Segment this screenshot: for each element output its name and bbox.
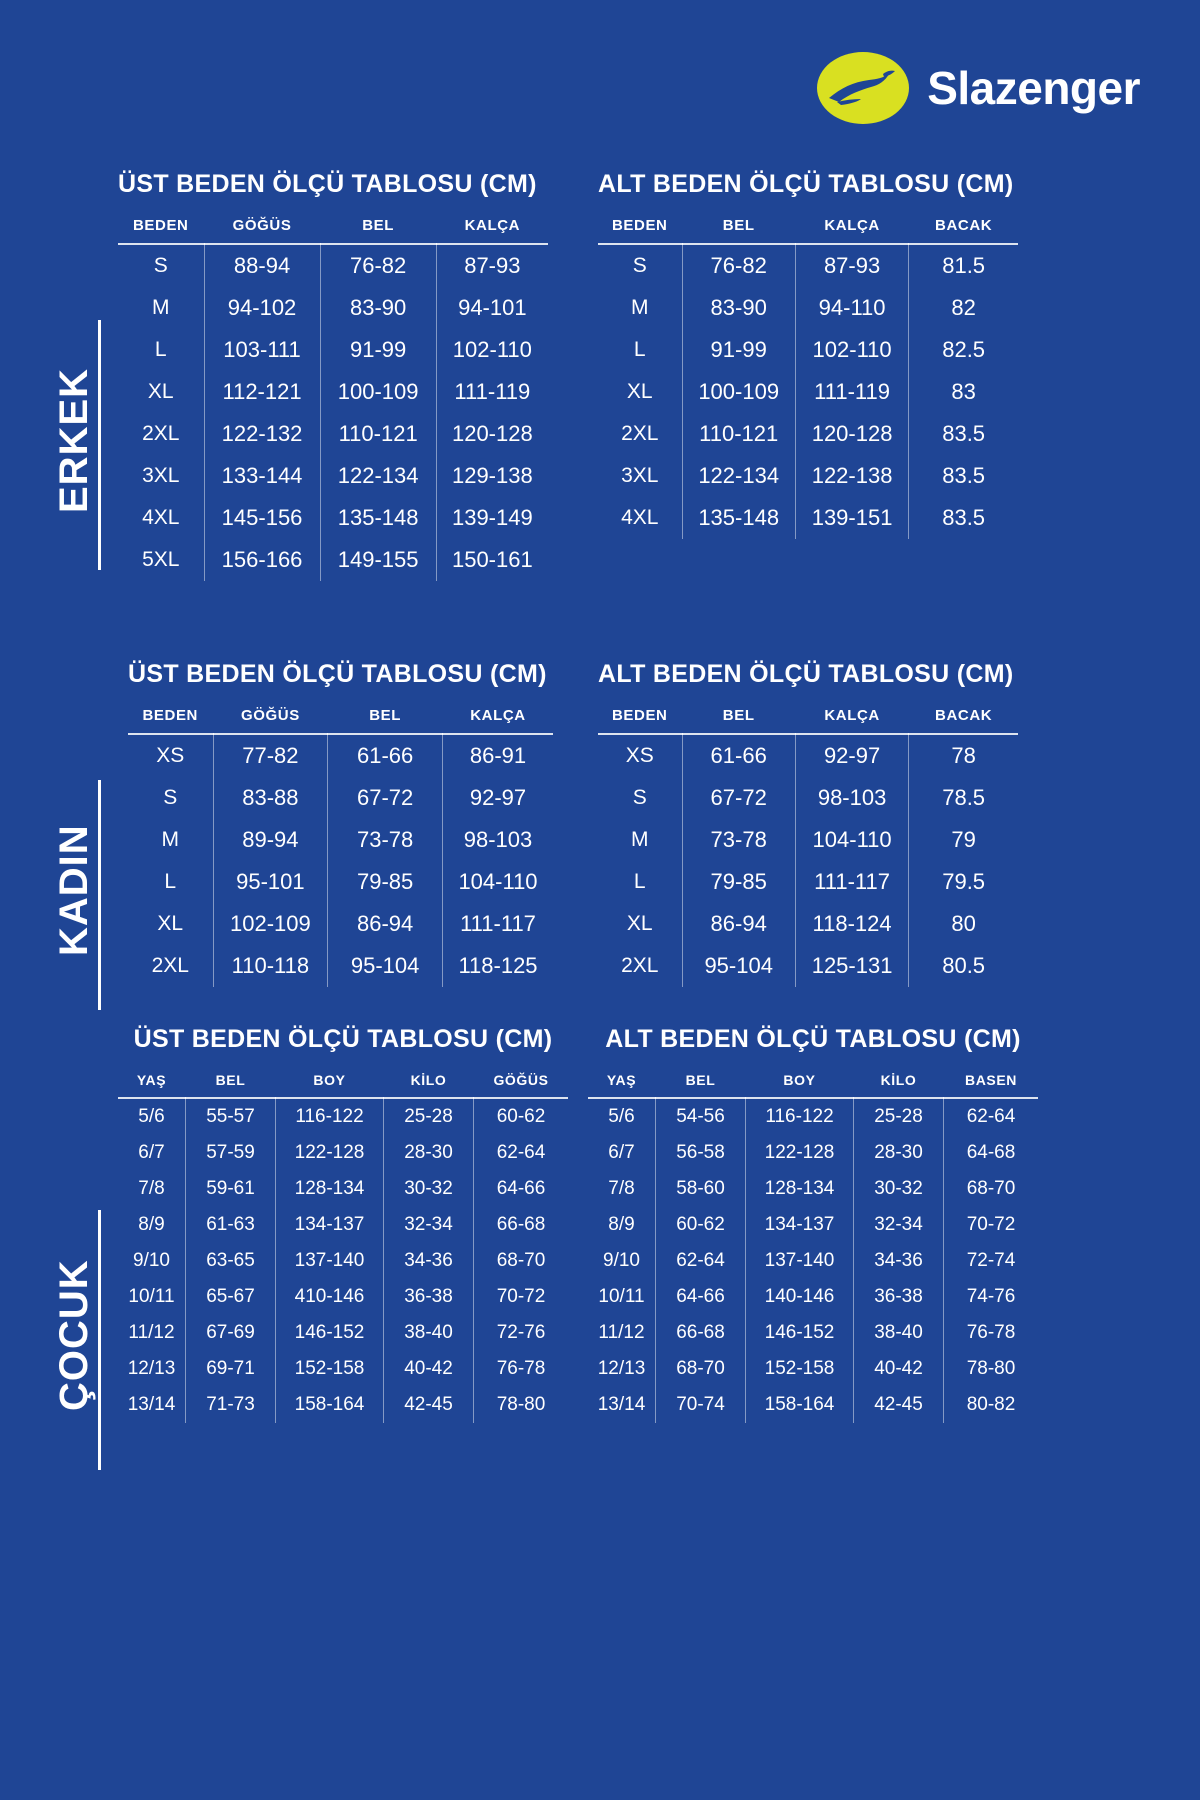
cell-age: 7/8 [138,1178,165,1199]
cell-value: 83.5 [909,455,1018,497]
cell-value: 98-103 [795,777,908,819]
column-header: GÖĞÜS [240,707,300,724]
cell-value: 78.5 [909,777,1018,819]
cell-size: S [632,254,647,277]
cell-value: 156-166 [204,539,320,581]
cell-value: 92-97 [795,734,908,777]
cell-value: 118-124 [795,903,908,945]
table-row [598,497,1018,539]
cell-value: 72-76 [474,1315,569,1351]
cell-value: 32-34 [854,1207,944,1243]
table-row [598,455,1018,497]
cell-age: 6/7 [608,1142,635,1163]
cell-value: 87-93 [436,244,548,287]
cell-size: 2XL [142,422,180,445]
column-header: BASEN [964,1072,1017,1088]
cell-value: 30-32 [384,1171,474,1207]
cell-value: 63-65 [186,1243,276,1279]
table-row [588,1135,1038,1171]
table-row [598,819,1018,861]
cell-value: 125-131 [795,945,908,987]
cell-value: 158-164 [276,1387,384,1423]
section-label-kadin: KADIN [52,824,96,956]
cell-value: 58-60 [656,1171,746,1207]
cell-age: 13/14 [127,1394,176,1415]
cell-value: 64-66 [656,1279,746,1315]
cell-value: 34-36 [384,1243,474,1279]
cell-value: 54-56 [656,1098,746,1135]
cell-value: 112-121 [204,371,320,413]
column-header: BEDEN [611,217,668,234]
cell-age: 12/13 [127,1358,176,1379]
slazenger-panther-icon [817,52,909,124]
cell-value: 91-99 [320,329,436,371]
cell-value: 25-28 [854,1098,944,1135]
table-header-row [118,1072,568,1098]
cell-value: 102-110 [795,329,908,371]
column-header: BEDEN [132,217,189,234]
column-header: BEL [215,1072,246,1088]
cell-value: 42-45 [854,1387,944,1423]
table-row [118,371,548,413]
table-row [588,1207,1038,1243]
cell-value: 120-128 [436,413,548,455]
brand-name: Slazenger [927,62,1140,114]
cell-value: 28-30 [384,1135,474,1171]
cell-value: 78-80 [474,1387,569,1423]
cell-value: 146-152 [276,1315,384,1351]
cell-value: 36-38 [384,1279,474,1315]
column-header: BEL [685,1072,716,1088]
cell-size: XL [147,380,174,403]
table-row [598,945,1018,987]
cell-value: 81.5 [909,244,1018,287]
cell-size: XS [625,744,654,767]
cell-size: L [633,870,646,893]
table-row [118,244,548,287]
cell-size: 3XL [142,464,180,487]
cell-size: L [633,338,646,361]
cell-value: 104-110 [795,819,908,861]
cell-value: 60-62 [656,1207,746,1243]
cell-value: 34-36 [854,1243,944,1279]
cell-size: 5XL [142,548,180,571]
cell-value: 111-117 [795,861,908,903]
cell-value: 32-34 [384,1207,474,1243]
cell-value: 88-94 [204,244,320,287]
cell-value: 76-82 [682,244,795,287]
table-cocuk-alt [588,1025,1038,1423]
cell-size: 2XL [621,954,659,977]
table-erkek-ust [118,170,548,581]
cell-age: 5/6 [608,1106,635,1127]
table-title: ALT BEDEN ÖLÇÜ TABLOSU (CM) [605,1025,1021,1053]
cell-value: 135-148 [682,497,795,539]
cell-value: 62-64 [656,1243,746,1279]
cell-value: 76-82 [320,244,436,287]
table-row [118,1243,568,1279]
cell-age: 9/10 [603,1250,640,1271]
cell-value: 79-85 [682,861,795,903]
cell-size: 2XL [621,422,659,445]
table-row [118,413,548,455]
cell-value: 82 [909,287,1018,329]
cell-value: 40-42 [384,1351,474,1387]
section-label-cocuk: ÇOCUK [52,1259,96,1411]
column-header: YAŞ [136,1072,167,1088]
table-row [598,244,1018,287]
cell-size: XL [626,380,653,403]
table-row [588,1171,1038,1207]
column-header: BOY [313,1072,346,1088]
cell-value: 66-68 [474,1207,569,1243]
section-rule-kadin [98,780,101,1010]
cell-value: 62-64 [474,1135,569,1171]
cell-value: 62-64 [944,1098,1039,1135]
cell-value: 145-156 [204,497,320,539]
cell-value: 94-102 [204,287,320,329]
cell-value: 122-128 [746,1135,854,1171]
column-header: KİLO [880,1072,917,1088]
column-header: BEDEN [611,707,668,724]
cell-value: 67-69 [186,1315,276,1351]
table-row [118,1171,568,1207]
cell-value: 139-149 [436,497,548,539]
cell-value: 71-73 [186,1387,276,1423]
cell-value: 40-42 [854,1351,944,1387]
cell-value: 111-119 [795,371,908,413]
cell-value: 120-128 [795,413,908,455]
cell-value: 42-45 [384,1387,474,1423]
table-cocuk-ust [118,1025,568,1423]
cell-value: 65-67 [186,1279,276,1315]
cell-value: 95-101 [213,861,328,903]
cell-age: 6/7 [138,1142,165,1163]
table-row [598,777,1018,819]
cell-size: L [154,338,167,361]
cell-size: 4XL [142,506,180,529]
cell-value: 94-101 [436,287,548,329]
cell-value: 87-93 [795,244,908,287]
cell-value: 94-110 [795,287,908,329]
cell-value: 67-72 [328,777,443,819]
table-row [118,1098,568,1135]
cell-value: 111-117 [443,903,554,945]
cell-value: 78 [909,734,1018,777]
cell-value: 134-137 [746,1207,854,1243]
column-header: BACAK [935,217,993,234]
column-header: KALÇA [464,217,521,234]
cell-age: 12/13 [597,1358,646,1379]
cell-value: 77-82 [213,734,328,777]
cell-size: XL [626,912,653,935]
table-erkek-alt [598,170,1018,539]
table-row [118,1315,568,1351]
table-row [598,903,1018,945]
cell-value: 30-32 [854,1171,944,1207]
table-kadin-ust [128,660,553,987]
cell-size: M [152,296,170,319]
table-header-row [598,707,1018,734]
cell-value: 128-134 [746,1171,854,1207]
cell-value: 59-61 [186,1171,276,1207]
cell-value: 410-146 [276,1279,384,1315]
cell-value: 73-78 [682,819,795,861]
table-header-row [588,1072,1038,1098]
table-row [588,1315,1038,1351]
cell-value: 86-94 [328,903,443,945]
cell-size: XS [156,744,185,767]
section-rule-cocuk [98,1210,101,1470]
column-header: GÖĞÜS [493,1072,549,1088]
table-row [588,1279,1038,1315]
cell-value: 104-110 [443,861,554,903]
cell-size: 2XL [151,954,189,977]
cell-value: 137-140 [276,1243,384,1279]
cell-age: 10/11 [598,1286,645,1307]
cell-value: 102-110 [436,329,548,371]
cell-value: 70-74 [656,1387,746,1423]
cell-value: 122-134 [682,455,795,497]
cell-value: 79.5 [909,861,1018,903]
column-header: GÖĞÜS [232,217,292,234]
cell-age: 7/8 [608,1178,635,1199]
table-row [588,1098,1038,1135]
cell-value: 64-66 [474,1171,569,1207]
column-header: KALÇA [470,707,526,724]
table-row [118,1135,568,1171]
cell-value: 61-66 [682,734,795,777]
cell-value: 83.5 [909,413,1018,455]
cell-value: 68-70 [474,1243,569,1279]
cell-value: 128-134 [276,1171,384,1207]
cell-value: 57-59 [186,1135,276,1171]
cell-value: 80 [909,903,1018,945]
table-row [588,1351,1038,1387]
table-row [128,819,553,861]
cell-size: M [161,828,179,851]
cell-value: 86-91 [443,734,554,777]
cell-value: 66-68 [656,1315,746,1351]
cell-value: 140-146 [746,1279,854,1315]
cell-value: 95-104 [328,945,443,987]
cell-value: 60-62 [474,1098,569,1135]
table-row [118,539,548,581]
cell-value: 25-28 [384,1098,474,1135]
cell-value: 146-152 [746,1315,854,1351]
cell-value: 56-58 [656,1135,746,1171]
table-row [598,329,1018,371]
cell-value: 118-125 [443,945,554,987]
cell-value: 133-144 [204,455,320,497]
table-row [598,734,1018,777]
cell-value: 103-111 [204,329,320,371]
table-row [588,1387,1038,1423]
cell-value: 110-121 [682,413,795,455]
cell-value: 70-72 [474,1279,569,1315]
table-row [118,455,548,497]
cell-value: 83-88 [213,777,328,819]
cell-size: 4XL [621,506,659,529]
column-header: YAŞ [606,1072,637,1088]
cell-value: 80-82 [944,1387,1039,1423]
cell-value: 76-78 [474,1351,569,1387]
column-header: BEL [722,707,755,724]
cell-value: 137-140 [746,1243,854,1279]
column-header: KİLO [410,1072,447,1088]
cell-value: 110-118 [213,945,328,987]
cell-size: S [632,786,647,809]
table-row [598,413,1018,455]
column-header: BEL [362,217,395,234]
cell-value: 149-155 [320,539,436,581]
table-kadin-alt [598,660,1018,987]
cell-size: S [163,786,178,809]
cell-age: 5/6 [138,1106,165,1127]
cell-value: 152-158 [746,1351,854,1387]
cell-age: 11/12 [598,1322,645,1343]
cell-value: 135-148 [320,497,436,539]
cell-value: 83.5 [909,497,1018,539]
cell-age: 13/14 [597,1394,646,1415]
cell-value: 100-109 [320,371,436,413]
cell-age: 11/12 [128,1322,175,1343]
cell-value: 79 [909,819,1018,861]
cell-value: 110-121 [320,413,436,455]
cell-value: 67-72 [682,777,795,819]
cell-age: 8/9 [608,1214,635,1235]
cell-age: 10/11 [128,1286,175,1307]
table-row [128,903,553,945]
brand-header [817,52,1140,124]
cell-value: 122-138 [795,455,908,497]
column-header: BACAK [935,707,993,724]
table-title: ÜST BEDEN ÖLÇÜ TABLOSU (CM) [128,660,547,688]
cell-value: 150-161 [436,539,548,581]
cell-value: 80.5 [909,945,1018,987]
table-row [128,945,553,987]
cell-value: 69-71 [186,1351,276,1387]
cell-value: 64-68 [944,1135,1039,1171]
table-row [118,497,548,539]
cell-value: 139-151 [795,497,908,539]
cell-value: 122-132 [204,413,320,455]
cell-value: 102-109 [213,903,328,945]
table-header-row [118,217,548,244]
column-header: BEL [722,217,755,234]
table-row [598,861,1018,903]
cell-value: 98-103 [443,819,554,861]
cell-size: M [631,828,649,851]
table-header-row [598,217,1018,244]
table-row [128,861,553,903]
cell-value: 92-97 [443,777,554,819]
table-row [118,1279,568,1315]
cell-value: 116-122 [746,1098,854,1135]
cell-size: S [153,254,168,277]
cell-value: 83 [909,371,1018,413]
cell-value: 129-138 [436,455,548,497]
column-header: BEL [369,707,402,724]
cell-value: 73-78 [328,819,443,861]
cell-value: 70-72 [944,1207,1039,1243]
table-row [128,734,553,777]
table-row [588,1243,1038,1279]
cell-age: 8/9 [138,1214,165,1235]
cell-value: 82.5 [909,329,1018,371]
cell-value: 134-137 [276,1207,384,1243]
cell-value: 91-99 [682,329,795,371]
table-title: ÜST BEDEN ÖLÇÜ TABLOSU (CM) [118,170,537,198]
table-row [118,1207,568,1243]
table-title: ÜST BEDEN ÖLÇÜ TABLOSU (CM) [133,1025,553,1053]
cell-age: 9/10 [133,1250,170,1271]
cell-value: 28-30 [854,1135,944,1171]
cell-value: 38-40 [384,1315,474,1351]
table-row [118,1387,568,1423]
cell-value: 68-70 [944,1171,1039,1207]
table-row [118,1351,568,1387]
table-header-row [128,707,553,734]
cell-size: L [164,870,177,893]
cell-value: 68-70 [656,1351,746,1387]
cell-value: 83-90 [682,287,795,329]
cell-value: 95-104 [682,945,795,987]
cell-value: 83-90 [320,287,436,329]
column-header: KALÇA [824,707,880,724]
cell-value: 55-57 [186,1098,276,1135]
cell-value: 76-78 [944,1315,1039,1351]
cell-value: 61-63 [186,1207,276,1243]
cell-value: 122-128 [276,1135,384,1171]
cell-value: 74-76 [944,1279,1039,1315]
cell-value: 72-74 [944,1243,1039,1279]
table-row [598,287,1018,329]
table-row [128,777,553,819]
cell-value: 89-94 [213,819,328,861]
table-row [118,329,548,371]
cell-value: 86-94 [682,903,795,945]
cell-size: 3XL [621,464,659,487]
section-label-erkek: ERKEK [52,367,96,513]
section-rule-erkek [98,320,101,570]
table-title: ALT BEDEN ÖLÇÜ TABLOSU (CM) [598,170,1014,198]
cell-value: 111-119 [436,371,548,413]
cell-value: 152-158 [276,1351,384,1387]
cell-value: 79-85 [328,861,443,903]
cell-size: XL [157,912,184,935]
cell-value: 61-66 [328,734,443,777]
cell-size: M [631,296,649,319]
cell-value: 38-40 [854,1315,944,1351]
table-row [118,287,548,329]
column-header: BOY [783,1072,816,1088]
cell-value: 100-109 [682,371,795,413]
cell-value: 36-38 [854,1279,944,1315]
column-header: KALÇA [824,217,880,234]
table-row [598,371,1018,413]
column-header: BEDEN [142,707,198,724]
table-title: ALT BEDEN ÖLÇÜ TABLOSU (CM) [598,660,1014,688]
cell-value: 78-80 [944,1351,1039,1387]
cell-value: 158-164 [746,1387,854,1423]
cell-value: 116-122 [276,1098,384,1135]
cell-value: 122-134 [320,455,436,497]
